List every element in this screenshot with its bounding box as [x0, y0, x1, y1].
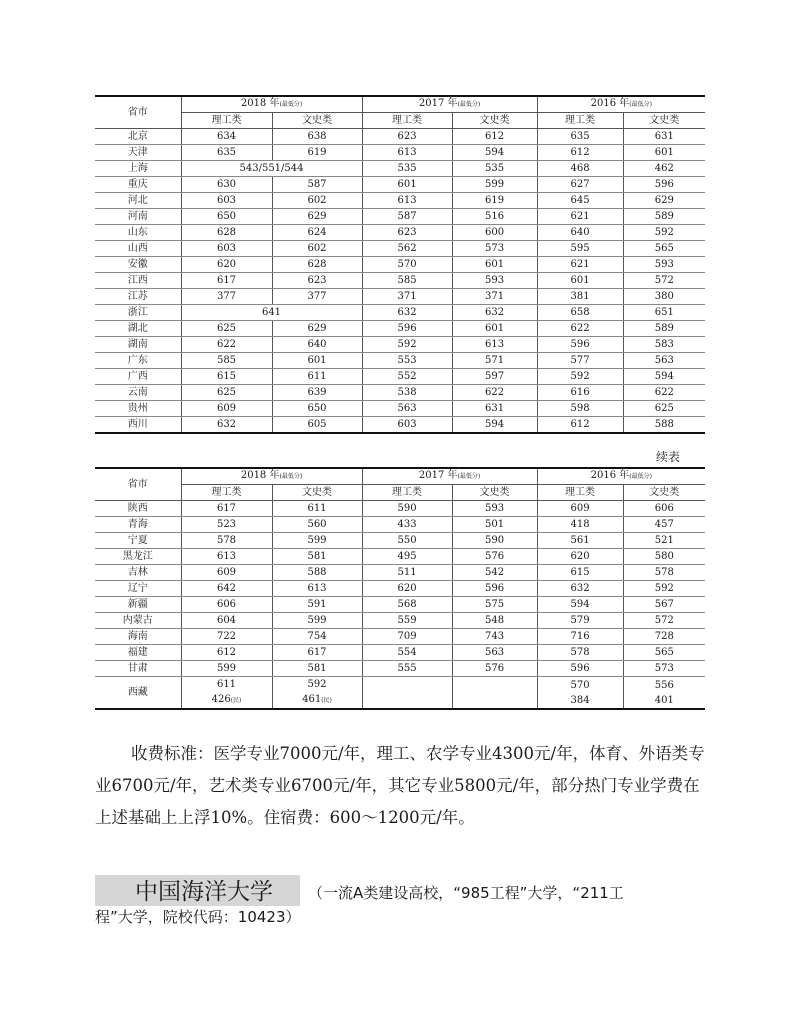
- province-cell: 湖北: [95, 321, 181, 337]
- score-cell: 576: [452, 661, 537, 677]
- score-line: [182, 692, 272, 708]
- score-cell: 612: [537, 145, 623, 161]
- score-cell: 632: [362, 305, 452, 321]
- science-header: 理工类: [181, 485, 272, 501]
- score-cell: 651: [623, 305, 705, 321]
- score-cell: 617: [272, 645, 362, 661]
- score-cell: 632: [452, 305, 537, 321]
- table-row: [95, 645, 705, 661]
- table-row: [95, 549, 705, 565]
- score-cell: 572: [623, 273, 705, 289]
- score-cell: 604: [181, 613, 272, 629]
- score-cell: 579: [537, 613, 623, 629]
- score-cell: 596: [623, 177, 705, 193]
- score-cell: 535: [362, 161, 452, 177]
- province-cell: 辽宁: [95, 581, 181, 597]
- table-row: [95, 321, 705, 337]
- score-cell: 468: [537, 161, 623, 177]
- fee-standard-paragraph: 收费标准：医学专业7000元/年，理工、农学专业4300元/年，体育、外语类专业6700元/年，艺术类专业6700元/年，其它专业5800元/年，部分热门专业学费在上述基础上上浮10%。住宿费：600～1200元/年。: [95, 744, 705, 827]
- score-cell: 585: [362, 273, 452, 289]
- score-cell: 565: [623, 645, 705, 661]
- score-cell: 563: [623, 353, 705, 369]
- score-cell: 371: [362, 289, 452, 305]
- score-cell: 587: [362, 209, 452, 225]
- score-cell: 418: [537, 517, 623, 533]
- province-cell: 云南: [95, 385, 181, 401]
- table-row: [95, 273, 705, 289]
- score-cell: 570: [362, 257, 452, 273]
- score-cell: 625: [623, 401, 705, 417]
- table-row: [95, 209, 705, 225]
- score-cell: 573: [452, 241, 537, 257]
- score-cell: 642: [181, 581, 272, 597]
- score-cell: 650: [272, 401, 362, 417]
- arts-header: 文史类: [452, 113, 537, 129]
- province-cell: 陕西: [95, 501, 181, 517]
- score-cell: 593: [452, 501, 537, 517]
- score-cell: 613: [272, 581, 362, 597]
- merged-score-cell: 543/551/544: [181, 161, 362, 177]
- score-cell: 594: [623, 369, 705, 385]
- score-cell: 629: [272, 321, 362, 337]
- score-cell: 592: [623, 581, 705, 597]
- score-cell: 590: [452, 533, 537, 549]
- score-cell: 612: [537, 417, 623, 434]
- table-row: [95, 145, 705, 161]
- score-cell: 635: [537, 129, 623, 145]
- minority-note: (民): [321, 697, 332, 704]
- score-cell: 603: [181, 241, 272, 257]
- province-cell: 北京: [95, 129, 181, 145]
- score-cell: 550: [362, 533, 452, 549]
- score-cell: 535: [452, 161, 537, 177]
- score-cell: 381: [537, 289, 623, 305]
- score-line: 570: [570, 679, 590, 691]
- score-line: 556: [654, 679, 674, 691]
- empty-cell: [452, 677, 537, 710]
- score-cell: 613: [452, 337, 537, 353]
- score-cell: 578: [181, 533, 272, 549]
- score-cell: 495: [362, 549, 452, 565]
- province-cell: 上海: [95, 161, 181, 177]
- score-cell: 621: [537, 257, 623, 273]
- score-cell: 581: [272, 661, 362, 677]
- province-cell: 甘肃: [95, 661, 181, 677]
- score-cell: 632: [181, 417, 272, 434]
- score-cell: 587: [272, 177, 362, 193]
- table-row: [95, 193, 705, 209]
- score-cell: 601: [272, 353, 362, 369]
- score-cell: 538: [362, 385, 452, 401]
- score-cell: 562: [362, 241, 452, 257]
- score-cell: 576: [452, 549, 537, 565]
- score-cell: 621: [537, 209, 623, 225]
- score-cell: 622: [537, 321, 623, 337]
- score-cell: 592: [537, 369, 623, 385]
- score-cell: 629: [623, 193, 705, 209]
- province-cell: 福建: [95, 645, 181, 661]
- arts-header: 文史类: [272, 113, 362, 129]
- score-cell: 575: [452, 597, 537, 613]
- score-cell: 625: [181, 321, 272, 337]
- province-cell: 重庆: [95, 177, 181, 193]
- score-cell: 619: [452, 193, 537, 209]
- table-row: [95, 401, 705, 417]
- score-cell-multi: [272, 677, 362, 710]
- score-cell: 611: [272, 369, 362, 385]
- score-cell: 377: [181, 289, 272, 305]
- table-row: [95, 353, 705, 369]
- score-cell: 622: [452, 385, 537, 401]
- score-cell: 578: [537, 645, 623, 661]
- score-cell: 555: [362, 661, 452, 677]
- score-cell: 601: [452, 257, 537, 273]
- table-row: [95, 241, 705, 257]
- admission-score-table-2: [95, 467, 705, 710]
- score-cell: 613: [362, 193, 452, 209]
- score-cell: 622: [623, 385, 705, 401]
- score-cell: 433: [362, 517, 452, 533]
- score-cell: 580: [623, 549, 705, 565]
- score-cell: 620: [537, 549, 623, 565]
- province-cell: 河北: [95, 193, 181, 209]
- score-cell: 548: [452, 613, 537, 629]
- score-cell: 617: [181, 273, 272, 289]
- table-row: [95, 225, 705, 241]
- score-cell: 631: [452, 401, 537, 417]
- score-cell: 601: [452, 321, 537, 337]
- province-cell: 山东: [95, 225, 181, 241]
- province-cell: 广西: [95, 369, 181, 385]
- science-header: 理工类: [181, 113, 272, 129]
- score-cell: 593: [623, 257, 705, 273]
- score-cell: 561: [537, 533, 623, 549]
- score-cell: 615: [181, 369, 272, 385]
- score-cell: 599: [452, 177, 537, 193]
- score-cell: 594: [537, 597, 623, 613]
- province-cell: 河南: [95, 209, 181, 225]
- score-cell: 457: [623, 517, 705, 533]
- arts-header: 文史类: [452, 485, 537, 501]
- score-cell: 572: [623, 613, 705, 629]
- score-cell: 635: [181, 145, 272, 161]
- score-cell: 573: [623, 661, 705, 677]
- table-row: [95, 161, 705, 177]
- score-cell: 624: [272, 225, 362, 241]
- score-cell: 616: [537, 385, 623, 401]
- score-cell: 563: [452, 645, 537, 661]
- score-cell: 602: [272, 193, 362, 209]
- score-value: 461: [302, 694, 322, 705]
- score-cell: 599: [272, 613, 362, 629]
- score-cell: 620: [181, 257, 272, 273]
- university-name: 中国海洋大学: [135, 879, 273, 905]
- score-cell: 589: [623, 209, 705, 225]
- table-row: [95, 417, 705, 434]
- score-cell: 462: [623, 161, 705, 177]
- score-cell: 601: [623, 145, 705, 161]
- score-cell: 593: [452, 273, 537, 289]
- province-cell: 海南: [95, 629, 181, 645]
- score-cell: 602: [272, 241, 362, 257]
- score-cell: 552: [362, 369, 452, 385]
- table-row: [95, 385, 705, 401]
- table-row: [95, 337, 705, 353]
- year-2018-header: 2018 年(最低分): [181, 468, 362, 485]
- score-cell: 628: [272, 257, 362, 273]
- empty-cell: [362, 677, 452, 710]
- score-cell: 588: [272, 565, 362, 581]
- score-cell: 645: [537, 193, 623, 209]
- province-cell: 江苏: [95, 289, 181, 305]
- score-cell: 650: [181, 209, 272, 225]
- table-row: [95, 661, 705, 677]
- score-cell: 603: [362, 417, 452, 434]
- score-cell: 630: [181, 177, 272, 193]
- merged-score-cell: 641: [181, 305, 362, 321]
- score-cell: 628: [181, 225, 272, 241]
- score-cell: 620: [362, 581, 452, 597]
- score-cell: 619: [272, 145, 362, 161]
- score-cell: 609: [537, 501, 623, 517]
- university-note-line2: 程”大学，院校代码：10423）: [95, 908, 301, 926]
- score-cell: 609: [181, 401, 272, 417]
- score-line: 611: [216, 679, 237, 690]
- score-cell: 640: [537, 225, 623, 241]
- score-cell: 568: [362, 597, 452, 613]
- table-row: [95, 613, 705, 629]
- table-row: [95, 581, 705, 597]
- score-cell: 617: [181, 501, 272, 517]
- score-cell: 567: [623, 597, 705, 613]
- score-cell: 600: [452, 225, 537, 241]
- score-cell: 599: [272, 533, 362, 549]
- score-cell: 594: [452, 417, 537, 434]
- score-cell: 559: [362, 613, 452, 629]
- table-row: [95, 629, 705, 645]
- year-2016-header: 2016 年(最低分): [537, 96, 705, 113]
- score-cell: 523: [181, 517, 272, 533]
- score-cell: 563: [362, 401, 452, 417]
- score-cell: 501: [452, 517, 537, 533]
- province-cell: 江西: [95, 273, 181, 289]
- score-cell: 511: [362, 565, 452, 581]
- province-cell: 贵州: [95, 401, 181, 417]
- score-cell: 623: [272, 273, 362, 289]
- score-cell: 596: [537, 661, 623, 677]
- admission-score-table-1: [95, 95, 705, 434]
- score-cell-multi: [537, 677, 623, 710]
- score-cell: 595: [537, 241, 623, 257]
- score-cell: 622: [181, 337, 272, 353]
- score-cell: 743: [452, 629, 537, 645]
- table-row: [95, 257, 705, 273]
- score-cell: 623: [362, 129, 452, 145]
- score-cell: 629: [272, 209, 362, 225]
- province-cell: 内蒙古: [95, 613, 181, 629]
- score-cell: 601: [362, 177, 452, 193]
- score-cell: 594: [452, 145, 537, 161]
- score-cell: 571: [452, 353, 537, 369]
- table-row: [95, 565, 705, 581]
- score-cell: 716: [537, 629, 623, 645]
- table-row: [95, 369, 705, 385]
- score-cell: 591: [272, 597, 362, 613]
- province-cell: 浙江: [95, 305, 181, 321]
- science-header: 理工类: [537, 485, 623, 501]
- table-row: [95, 533, 705, 549]
- score-cell: 596: [537, 337, 623, 353]
- score-cell: 606: [623, 501, 705, 517]
- year-2016-header: 2016 年(最低分): [537, 468, 705, 485]
- table-row: [95, 597, 705, 613]
- score-cell: 609: [181, 565, 272, 581]
- province-cell: 青海: [95, 517, 181, 533]
- score-cell: 596: [362, 321, 452, 337]
- score-line: [624, 693, 706, 708]
- science-header: 理工类: [362, 485, 452, 501]
- score-cell: 623: [362, 225, 452, 241]
- table-row-xizang: [95, 677, 705, 710]
- arts-header: 文史类: [623, 485, 705, 501]
- score-cell: 371: [452, 289, 537, 305]
- year-2018-header: 2018 年(最低分): [181, 96, 362, 113]
- table-row: [95, 289, 705, 305]
- score-line: [538, 693, 623, 708]
- score-cell: 615: [537, 565, 623, 581]
- score-cell: 590: [362, 501, 452, 517]
- score-line: 592: [307, 679, 327, 690]
- province-cell: 西川: [95, 417, 181, 434]
- score-cell: 728: [623, 629, 705, 645]
- score-cell: 612: [181, 645, 272, 661]
- score-cell: 638: [272, 129, 362, 145]
- province-cell: 广东: [95, 353, 181, 369]
- score-cell: 589: [623, 321, 705, 337]
- score-cell-multi: [181, 677, 272, 710]
- arts-header: 文史类: [272, 485, 362, 501]
- score-cell: 606: [181, 597, 272, 613]
- province-cell: 新疆: [95, 597, 181, 613]
- science-header: 理工类: [537, 113, 623, 129]
- university-note-line1: （一流A类建设高校，“985工程”大学，“211工: [308, 884, 624, 902]
- score-cell: 592: [362, 337, 452, 353]
- score-cell: 560: [272, 517, 362, 533]
- score-cell: 583: [623, 337, 705, 353]
- score-cell: 612: [452, 129, 537, 145]
- score-cell: 578: [623, 565, 705, 581]
- year-2017-header: 2017 年(最低分): [362, 96, 537, 113]
- score-cell-multi: [623, 677, 705, 710]
- score-cell: 605: [272, 417, 362, 434]
- score-cell: 722: [181, 629, 272, 645]
- score-cell: 592: [623, 225, 705, 241]
- year-2017-header: 2017 年(最低分): [362, 468, 537, 485]
- arts-header: 文史类: [623, 113, 705, 129]
- province-header: 省市: [95, 468, 181, 501]
- score-value: 401: [654, 694, 674, 706]
- minority-note: (民): [230, 697, 242, 704]
- score-cell: 588: [623, 417, 705, 434]
- score-cell: 377: [272, 289, 362, 305]
- score-cell: 639: [272, 385, 362, 401]
- province-header: 省市: [95, 96, 181, 129]
- table-row: [95, 305, 705, 321]
- province-cell: 黑龙江: [95, 549, 181, 565]
- score-value: 384: [570, 694, 590, 706]
- score-cell: 631: [623, 129, 705, 145]
- score-cell: 553: [362, 353, 452, 369]
- score-cell: 627: [537, 177, 623, 193]
- province-cell: 宁夏: [95, 533, 181, 549]
- score-cell: 581: [272, 549, 362, 565]
- province-cell: 湖南: [95, 337, 181, 353]
- score-cell: 516: [452, 209, 537, 225]
- score-cell: 613: [181, 549, 272, 565]
- table-row: [95, 517, 705, 533]
- score-cell: 521: [623, 533, 705, 549]
- continued-label: 续表: [656, 450, 681, 464]
- score-cell: 640: [272, 337, 362, 353]
- province-cell: 安徽: [95, 257, 181, 273]
- score-cell: 611: [272, 501, 362, 517]
- score-cell: 709: [362, 629, 452, 645]
- score-cell: 613: [362, 145, 452, 161]
- score-cell: 565: [623, 241, 705, 257]
- score-cell: 658: [537, 305, 623, 321]
- score-cell: 585: [181, 353, 272, 369]
- score-cell: 542: [452, 565, 537, 581]
- score-cell: 634: [181, 129, 272, 145]
- score-value: 426: [211, 694, 231, 705]
- score-cell: 598: [537, 401, 623, 417]
- score-cell: 601: [537, 273, 623, 289]
- score-cell: 596: [452, 581, 537, 597]
- science-header: 理工类: [362, 113, 452, 129]
- score-cell: 380: [623, 289, 705, 305]
- score-cell: 603: [181, 193, 272, 209]
- table-row: [95, 501, 705, 517]
- table-row: [95, 177, 705, 193]
- score-cell: 554: [362, 645, 452, 661]
- table-row: [95, 129, 705, 145]
- province-cell: 天津: [95, 145, 181, 161]
- province-cell: 吉林: [95, 565, 181, 581]
- score-cell: 597: [452, 369, 537, 385]
- score-cell: 632: [537, 581, 623, 597]
- province-cell: 西藏: [95, 677, 181, 710]
- province-cell: 山西: [95, 241, 181, 257]
- score-cell: 754: [272, 629, 362, 645]
- score-cell: 599: [181, 661, 272, 677]
- score-cell: 625: [181, 385, 272, 401]
- score-line: [273, 692, 362, 708]
- score-cell: 577: [537, 353, 623, 369]
